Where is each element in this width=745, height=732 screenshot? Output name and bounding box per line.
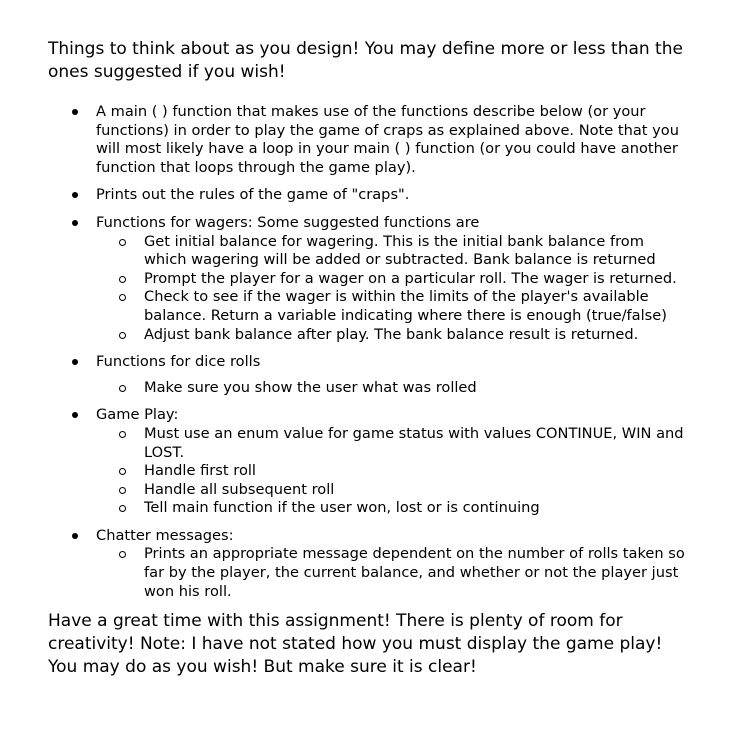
list-item-rules bbox=[48, 186, 688, 205]
list-item-wagers bbox=[48, 214, 688, 344]
closing-paragraph: Have a great time with this assignment! There is plenty of room for creativity! Note: I have not stated how you must display the game play! You may do as you wish! But make sure it is clear! bbox=[48, 611, 663, 678]
list-item-text: Functions for dice rolls bbox=[96, 353, 261, 371]
list-item-chatter bbox=[48, 527, 688, 601]
list-item-text: Game Play: bbox=[96, 406, 179, 424]
sub-item: Adjust bank balance after play. The bank balance result is returned. bbox=[96, 326, 688, 345]
sub-item: Check to see if the wager is within the limits of the player's available balance. Return a variable indicating where there is enough (true/false) bbox=[96, 288, 688, 325]
wager-sublist bbox=[96, 233, 688, 345]
list-item-game-play bbox=[48, 406, 688, 518]
document-page bbox=[48, 38, 688, 679]
sub-item: Prints an appropriate message dependent on the number of rolls taken so far by the player, the current balance, and whether or not the player just won his roll. bbox=[96, 545, 688, 601]
list-item-text: A main ( ) function that makes use of the functions describe below (or your functions) in order to play the game of craps as explained above. Note that you will most likely have a loop in your main ( ) function (or you could have another function that loops through the game play). bbox=[96, 103, 679, 176]
sub-item: Handle first roll bbox=[96, 462, 688, 481]
list-item-text: Functions for wagers: Some suggested functions are bbox=[96, 213, 480, 231]
sub-item: Prompt the player for a wager on a particular roll. The wager is returned. bbox=[96, 270, 688, 289]
dice-sublist bbox=[96, 379, 688, 398]
list-item-main-function bbox=[48, 103, 688, 177]
intro-paragraph: Things to think about as you design! You may define more or less than the ones suggested if you wish! bbox=[48, 39, 683, 82]
sub-item: Handle all subsequent roll bbox=[96, 481, 688, 500]
sub-item: Make sure you show the user what was rolled bbox=[96, 379, 688, 398]
sub-item: Get initial balance for wagering. This is the initial bank balance from which wagering will be added or subtracted. Bank balance is returned bbox=[96, 233, 688, 270]
sub-item: Must use an enum value for game status with values CONTINUE, WIN and LOST. bbox=[96, 425, 688, 462]
list-item-text: Chatter messages: bbox=[96, 526, 234, 544]
list-item-dice-rolls bbox=[48, 353, 688, 397]
suggestion-list bbox=[48, 103, 688, 601]
sub-item: Tell main function if the user won, lost or is continuing bbox=[96, 499, 688, 518]
chatter-sublist bbox=[96, 545, 688, 601]
game-play-sublist bbox=[96, 425, 688, 518]
list-item-text: Prints out the rules of the game of "craps". bbox=[96, 186, 410, 204]
